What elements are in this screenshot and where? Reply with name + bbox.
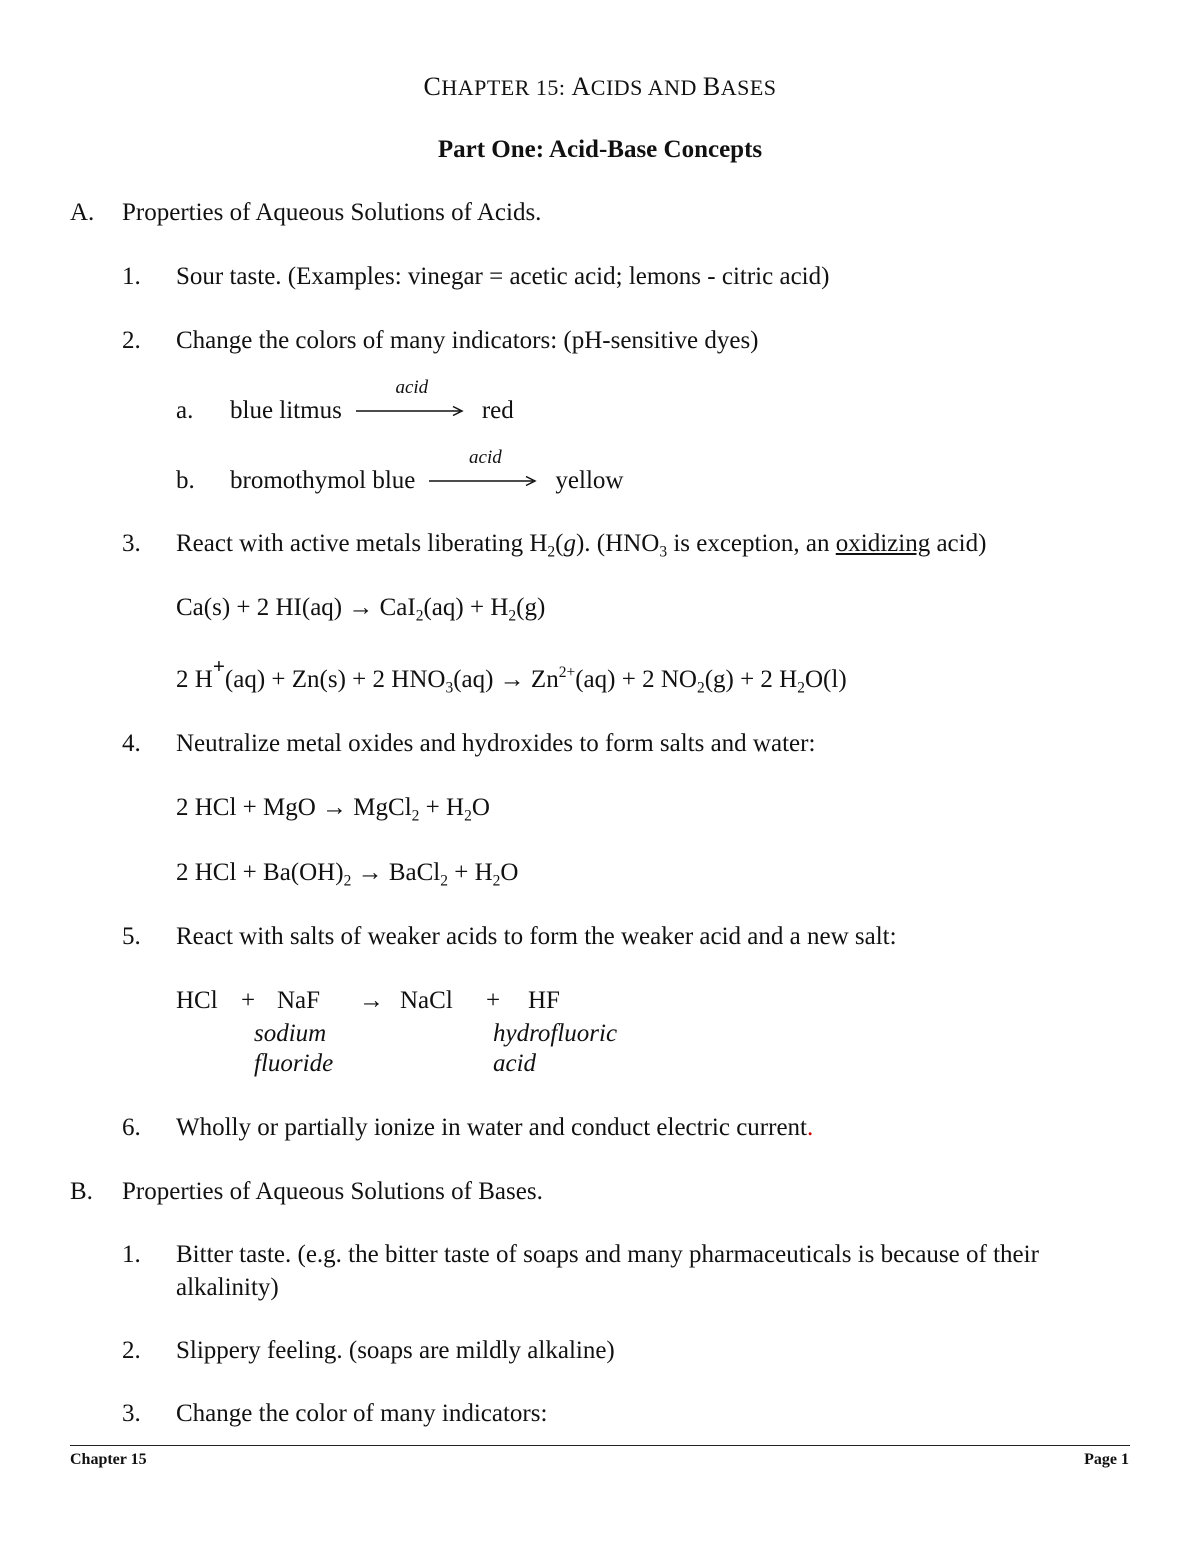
hf-label-hydrofluoric: hydrofluoric	[493, 1020, 618, 1047]
eq-plus: +	[241, 987, 256, 1014]
item-number: 6.	[122, 1114, 141, 1141]
reaction-arrow	[429, 447, 541, 496]
naf-label-fluoride: fluoride	[254, 1050, 334, 1077]
acid-property-indicators: Change the colors of many indicators: (pH-sensitive dyes)	[176, 327, 759, 354]
indicator-color: yellow	[555, 467, 624, 494]
base-property-indicators: Change the color of many indicators:	[176, 1400, 548, 1427]
acid-property-neutralize: Neutralize metal oxides and hydroxides to form salts and water:	[176, 730, 816, 757]
item-number: 3.	[122, 530, 141, 557]
eq-arrow: →	[359, 987, 384, 1014]
eq-nacl: NaCl	[400, 987, 453, 1014]
arrow-label: acid	[469, 447, 502, 468]
section-b-letter: B.	[70, 1178, 93, 1205]
item-number: 5.	[122, 923, 141, 950]
footer-divider	[70, 1445, 1130, 1446]
hf-label-acid: acid	[493, 1050, 537, 1077]
base-property-bitter-line1: Bitter taste. (e.g. the bitter taste of soaps and many pharmaceuticals is because of their	[176, 1241, 1039, 1268]
equation-ca-hi: Ca(s) + 2 $HI(aq) \to CaI_2(aq) + H_2(g)$	[176, 594, 546, 625]
reaction-arrow	[356, 377, 468, 426]
part-heading: Part One: Acid-Base Concepts	[437, 136, 763, 163]
indicator-name: blue litmus	[230, 397, 342, 424]
item-number: 1.	[122, 1241, 141, 1268]
acid-property-metals: React with active metals liberating $H_2(g)$. ($HNO_3$ is exception, an oxidizing acid)	[176, 530, 987, 561]
item-number: 4.	[122, 730, 141, 757]
right-arrow-icon	[356, 405, 468, 417]
eq-hf: HF	[528, 987, 560, 1014]
acid-property-ionize: Wholly or partially ionize in water and conduct electric current.	[176, 1114, 814, 1141]
eq-hcl: HCl	[176, 987, 218, 1014]
sub-item-letter: a.	[176, 397, 194, 424]
acid-property-sour: Sour taste. (Examples: vinegar = acetic acid; lemons - citric acid)	[176, 263, 830, 290]
eq-naf: NaF	[277, 987, 321, 1014]
base-property-slippery: Slippery feeling. (soaps are mildly alkaline)	[176, 1337, 615, 1364]
chapter-title: CHAPTER 15: ACIDS AND BASES	[423, 72, 777, 101]
arrow-label: acid	[395, 377, 429, 398]
item-number: 3.	[122, 1400, 141, 1427]
acid-property-salts: React with salts of weaker acids to form the weaker acid and a new salt:	[176, 923, 897, 950]
item-number: 1.	[122, 263, 141, 290]
equation-hcl-mgo: 2 HCl + MgO → MgCl$_2$ + $H_2O$	[176, 794, 490, 825]
equation-hcl-baoh2: 2 HCl + $Ba(OH)_2$ → BaCl$_2$ + $H_2O$	[176, 859, 519, 890]
item-number: 2.	[122, 1337, 141, 1364]
sub-item-letter: b.	[176, 467, 195, 494]
indicator-bromothymol-reaction	[230, 447, 624, 496]
indicator-color: red	[481, 397, 514, 424]
indicator-name: bromothymol blue	[230, 467, 416, 494]
equation-zn-hno3: 2 H+(aq) + Zn(s) + 2 $HNO_3(aq) \to Zn^{2+}(aq) + 2$ $NO_2(g) + 2$ $H_2O(l)$	[176, 654, 847, 697]
indicator-litmus-reaction	[230, 377, 514, 426]
base-property-bitter-line2: alkalinity)	[176, 1274, 279, 1301]
naf-label-sodium: sodium	[254, 1020, 327, 1047]
section-a-letter: A.	[70, 199, 95, 226]
section-a-title: Properties of Aqueous Solutions of Acids.	[122, 199, 542, 226]
right-arrow-icon	[429, 475, 541, 487]
section-b-title: Properties of Aqueous Solutions of Bases.	[122, 1178, 543, 1205]
item-number: 2.	[122, 327, 141, 354]
eq-plus: +	[486, 987, 501, 1014]
footer-chapter: Chapter 15	[70, 1451, 147, 1468]
footer-page-number: Page 1	[1084, 1451, 1129, 1468]
